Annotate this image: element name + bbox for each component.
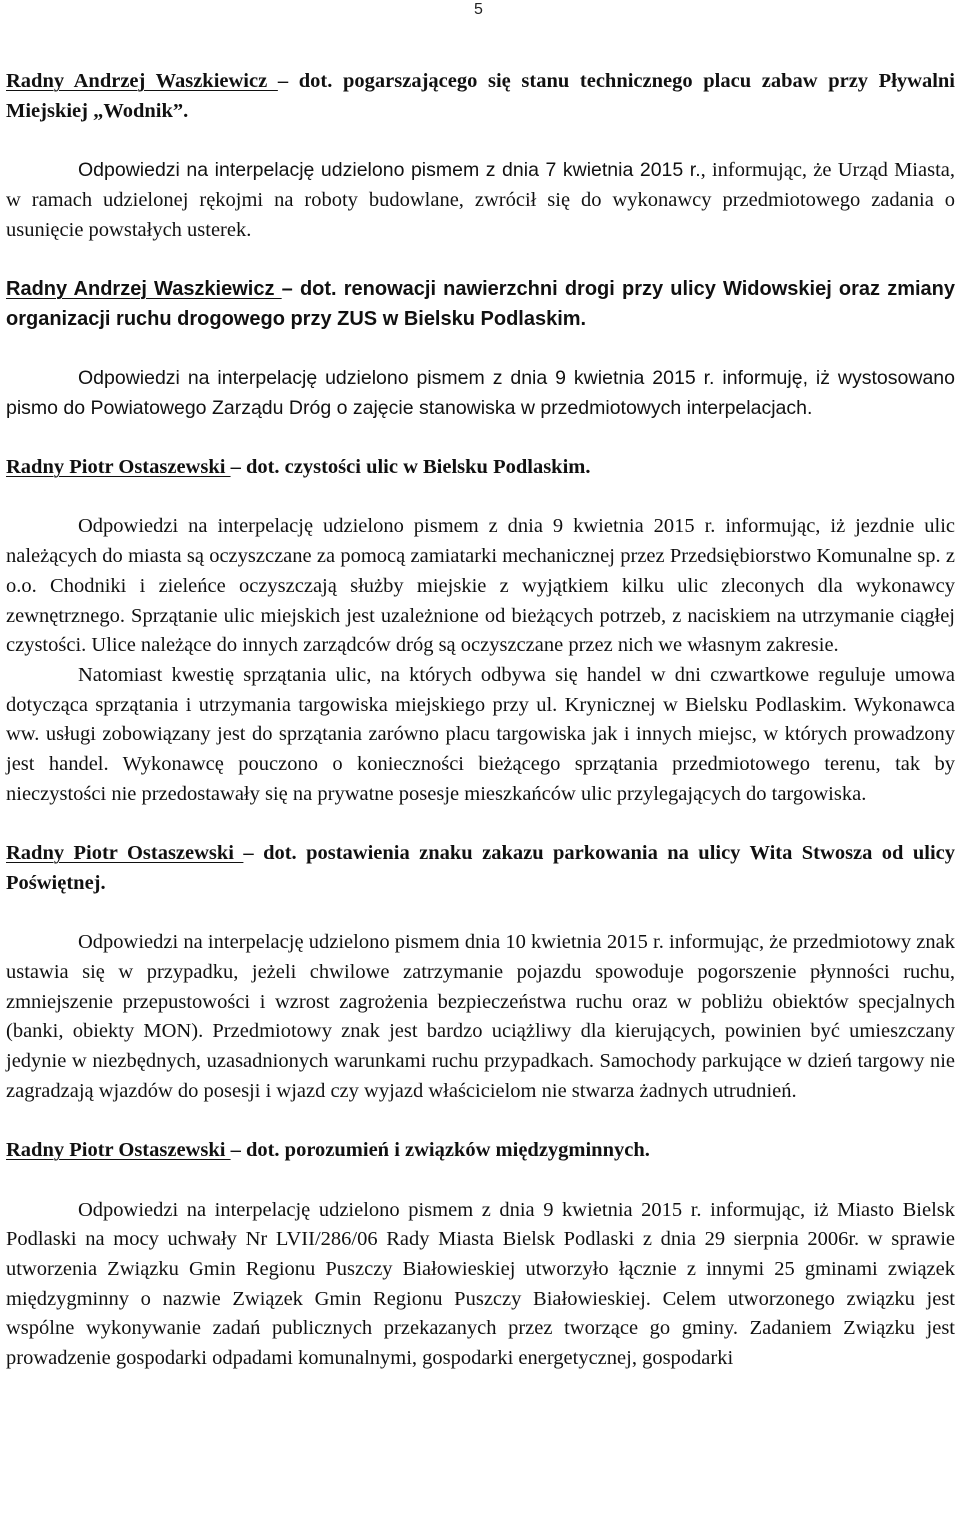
interpellation-topic: – dot. czystości ulic w Bielsku Podlaskim. [230,456,591,479]
answer-paragraph [6,156,955,245]
interpellation-heading [6,839,955,898]
page-number: 5 [474,1,483,18]
interpellation-heading [6,275,955,334]
councillor-name: Radny Andrzej Waszkiewicz [6,70,278,92]
councillor-name: Radny Piotr Ostaszewski [6,456,231,479]
interpellation-entry [6,1136,955,1374]
answer-paragraph: Odpowiedzi na interpelację udzielono pismem z dnia 9 kwietnia 2015 r. informuję, iż wystosowano pismo do Powiatowego Zarządu Dróg o zajęcie stanowiska w przedmiotowych interpelacjach. [6,366,955,419]
interpellation-entry [6,275,955,424]
interpellation-topic: – dot. postawienia znaku zakazu parkowania na ulicy Wita Stwosza od ulicy Poświętnej. [6,842,955,894]
interpellation-topic: – dot. porozumień i związków międzygminnych. [230,1139,650,1162]
document-body [6,67,955,1403]
councillor-name: Radny Piotr Ostaszewski [6,1139,231,1162]
interpellation-topic: – dot. renowacji nawierzchni drogi przy ulicy Widowskiej oraz zmiany organizacji ruchu drogowego przy ZUS w Bielsku Podlaskim. [6,277,956,330]
councillor-name: Radny Piotr Ostaszewski [6,842,244,865]
answer-paragraph: Natomiast kwestię sprzątania ulic, na których odbywa się handel w dni czwartkowe reguluje umowa dotycząca sprzątania i utrzymania targowiska miejskiego przy ul. Krynicznej w Bielsku Podlaskim. Wykonawca ww. usługi zobowiązany jest do sprzątania zarówno placu targowiska jak i innych miejsc, w których prowadzony jest handel. Wykonawcę pouczono o konieczności bieżącego sprzątania przedmiotowego terenu, tak by nieczystości nie przedostawały się na prywatne posesje mieszkańców ulic przylegających do targowiska. [6,663,955,805]
answer-paragraph: Odpowiedzi na interpelację udzielono pismem z dnia 9 kwietnia 2015 r. informując, iż Miasto Bielsk Podlaski na mocy uchwały Nr LVII/286/06 Rady Miasta Bielsk Podlaski z dnia 29 sierpnia 2006r. w sprawie utworzenia Związku Gmin Regionu Puszczy Białowieskiej utworzyło łącznie z innymi 25 gminami związek międzygminny o nazwie Związek Gmin Regionu Puszczy Białowieskiej. Celem utworzonego związku jest wspólne wykonywanie zadań publicznych przekazanych przez tworzące go gminy. Zadaniem Związku jest prowadzenie gospodarki odpadami komunalnymi, gospodarki energetycznej, gospodarki [6,1198,955,1370]
answer-paragraph: Odpowiedzi na interpelację udzielono pismem z dnia 9 kwietnia 2015 r. informując, iż jezdnie ulic należących do miasta są oczyszczane za pomocą zamiatarki mechanicznej przez Przedsiębiorstwo Komunalne sp. z o.o. Chodniki i zieleńce oczyszczają służby miejskie z wyjątkiem kilku ulic zleconych dla wykonawcy zewnętrznego. Sprzątanie ulic miejskich jest uzależnione od bieżących potrzeb, z naciskiem na utrzymanie ciągłej czystości. Ulice należące do innych zarządców dróg są oczyszczane przez nich we własnym zakresie. [6,515,955,657]
interpellation-entry [6,839,955,1106]
answer-text: , informując, że Urząd Miasta, w ramach udzielonej rękojmi na roboty budowlane, zwrócił się do wykonawcy przedmiotowego zadania o usunięcie powstałych usterek. [6,159,955,241]
interpellation-topic: – dot. pogarszającego się stanu technicznego placu zabaw przy Pływalni Miejskiej „Wodnik”. [6,70,955,122]
answer-paragraph: Odpowiedzi na interpelację udzielono pismem dnia 10 kwietnia 2015 r. informując, że przedmiotowy znak ustawia się w przypadku, jeżeli chwilowe zatrzymanie pojazdu spowoduje pogorszenie płynności ruchu, zmniejszenie przepustowości i wzrost zagrożenia bezpieczeństwa ruchu oraz w pobliżu obiektów specjalnych (banki, obiekty MON). Przedmiotowy znak jest bardzo uciążliwy dla kierujących, powinien być umieszczany jedynie w niezbędnych, uzasadnionych warunkami ruchu przypadkach. Samochody parkujące w dzień targowy nie zagradzają wjazdów do posesji i wjazd czy wyjazd właścicielom nie stwarza żadnych utrudnień. [6,931,955,1102]
interpellation-entry [6,453,955,809]
interpellation-entry [6,67,955,245]
answer-lead: Odpowiedzi na interpelację udzielono pismem z dnia 7 kwietnia 2015 r. [78,159,701,182]
interpellation-heading [6,1136,955,1166]
interpellation-heading [6,453,955,483]
interpellation-heading [6,67,955,126]
councillor-name: Radny Andrzej Waszkiewicz [6,277,282,300]
